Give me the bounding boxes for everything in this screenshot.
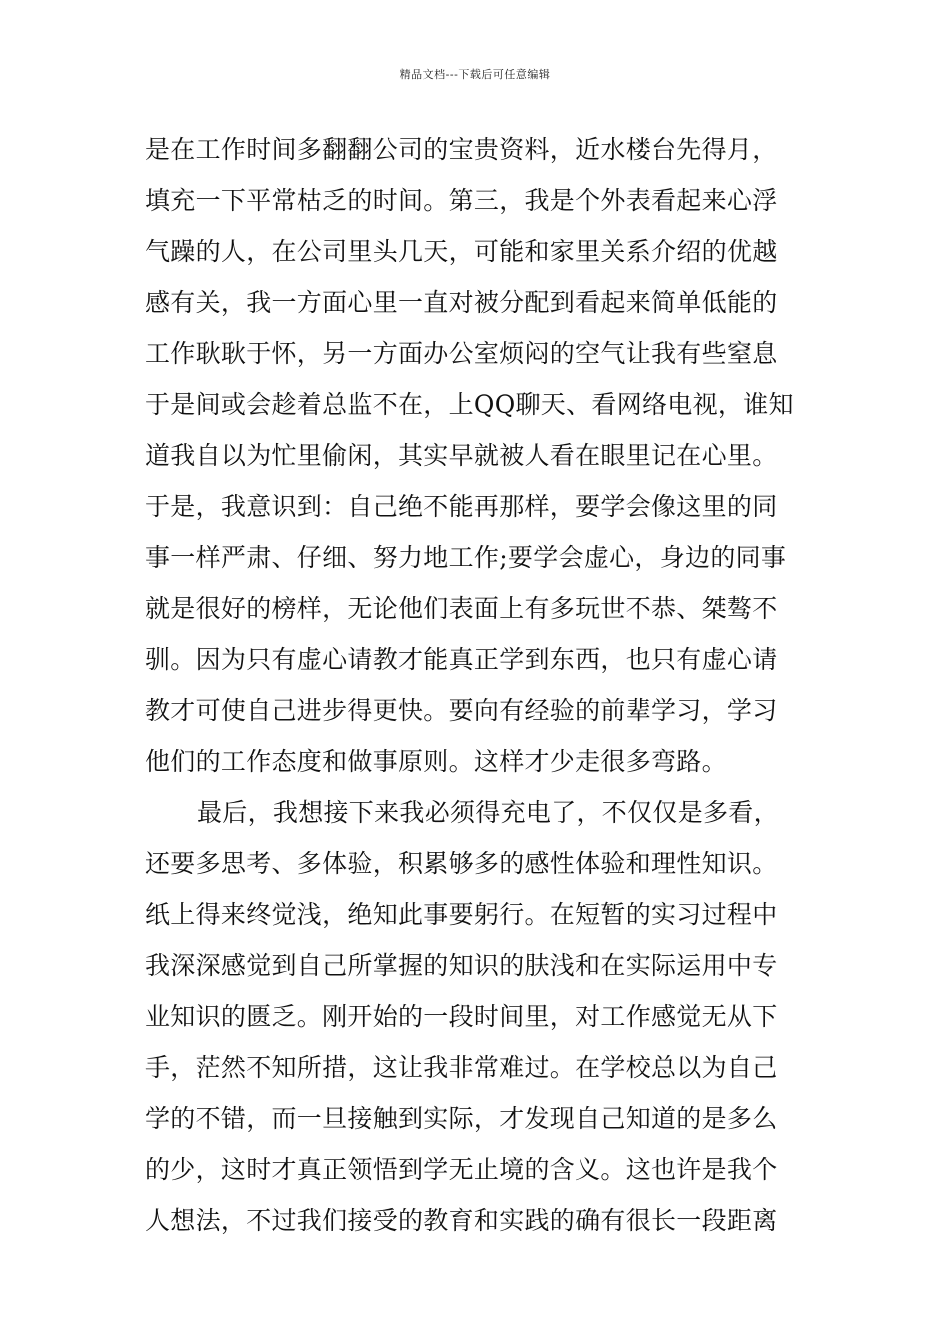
text-line: 学的不错，而一旦接触到实际，才发现自己知道的是多么 bbox=[145, 1104, 778, 1133]
text-line: 纸上得来终觉浅，绝知此事要躬行。在短暂的实习过程中 bbox=[145, 900, 778, 929]
text-line: 手，茫然不知所措，这让我非常难过。在学校总以为自己 bbox=[145, 1053, 778, 1082]
body-text bbox=[145, 124, 815, 1246]
text-line: 驯。因为只有虚心请教才能真正学到东西，也只有虚心请 bbox=[145, 645, 778, 674]
text-line: 于是间或会趁着总监不在，上QQ聊天、看网络电视，谁知 bbox=[145, 390, 794, 419]
page-header: 精品文档---下载后可任意编辑 bbox=[399, 68, 551, 81]
text-line: 教才可使自己进步得更快。要向有经验的前辈学习，学习 bbox=[145, 696, 778, 725]
text-line: 填充一下平常枯乏的时间。第三，我是个外表看起来心浮 bbox=[145, 186, 778, 215]
text-line: 还要多思考、多体验，积累够多的感性体验和理性知识。 bbox=[145, 849, 778, 878]
text-line: 是在工作时间多翻翻公司的宝贵资料，近水楼台先得月， bbox=[145, 135, 778, 164]
text-line: 感有关，我一方面心里一直对被分配到看起来简单低能的 bbox=[145, 288, 778, 317]
text-line: 我深深感觉到自己所掌握的知识的肤浅和在实际运用中专 bbox=[145, 951, 778, 980]
text-line: 气躁的人，在公司里头几天，可能和家里关系介绍的优越 bbox=[145, 237, 778, 266]
text-line: 道我自以为忙里偷闲，其实早就被人看在眼里记在心里。 bbox=[145, 441, 778, 470]
text-line: 业知识的匮乏。刚开始的一段时间里，对工作感觉无从下 bbox=[145, 1002, 778, 1031]
text-line: 就是很好的榜样，无论他们表面上有多玩世不恭、桀骜不 bbox=[145, 594, 778, 623]
text-line: 于是，我意识到：自己绝不能再那样，要学会像这里的同 bbox=[145, 492, 778, 521]
text-line: 人想法，不过我们接受的教育和实践的确有很长一段距离 bbox=[145, 1206, 778, 1235]
text-line: 工作耿耿于怀，另一方面办公室烦闷的空气让我有些窒息 bbox=[145, 339, 778, 368]
text-line: 的少，这时才真正领悟到学无止境的含义。这也许是我个 bbox=[145, 1155, 778, 1184]
text-line: 事一样严肃、仔细、努力地工作;要学会虚心，身边的同事 bbox=[145, 543, 787, 572]
text-line: 他们的工作态度和做事原则。这样才少走很多弯路。 bbox=[145, 747, 727, 776]
paragraph-start-line: 最后，我想接下来我必须得充电了，不仅仅是多看， bbox=[197, 798, 779, 827]
